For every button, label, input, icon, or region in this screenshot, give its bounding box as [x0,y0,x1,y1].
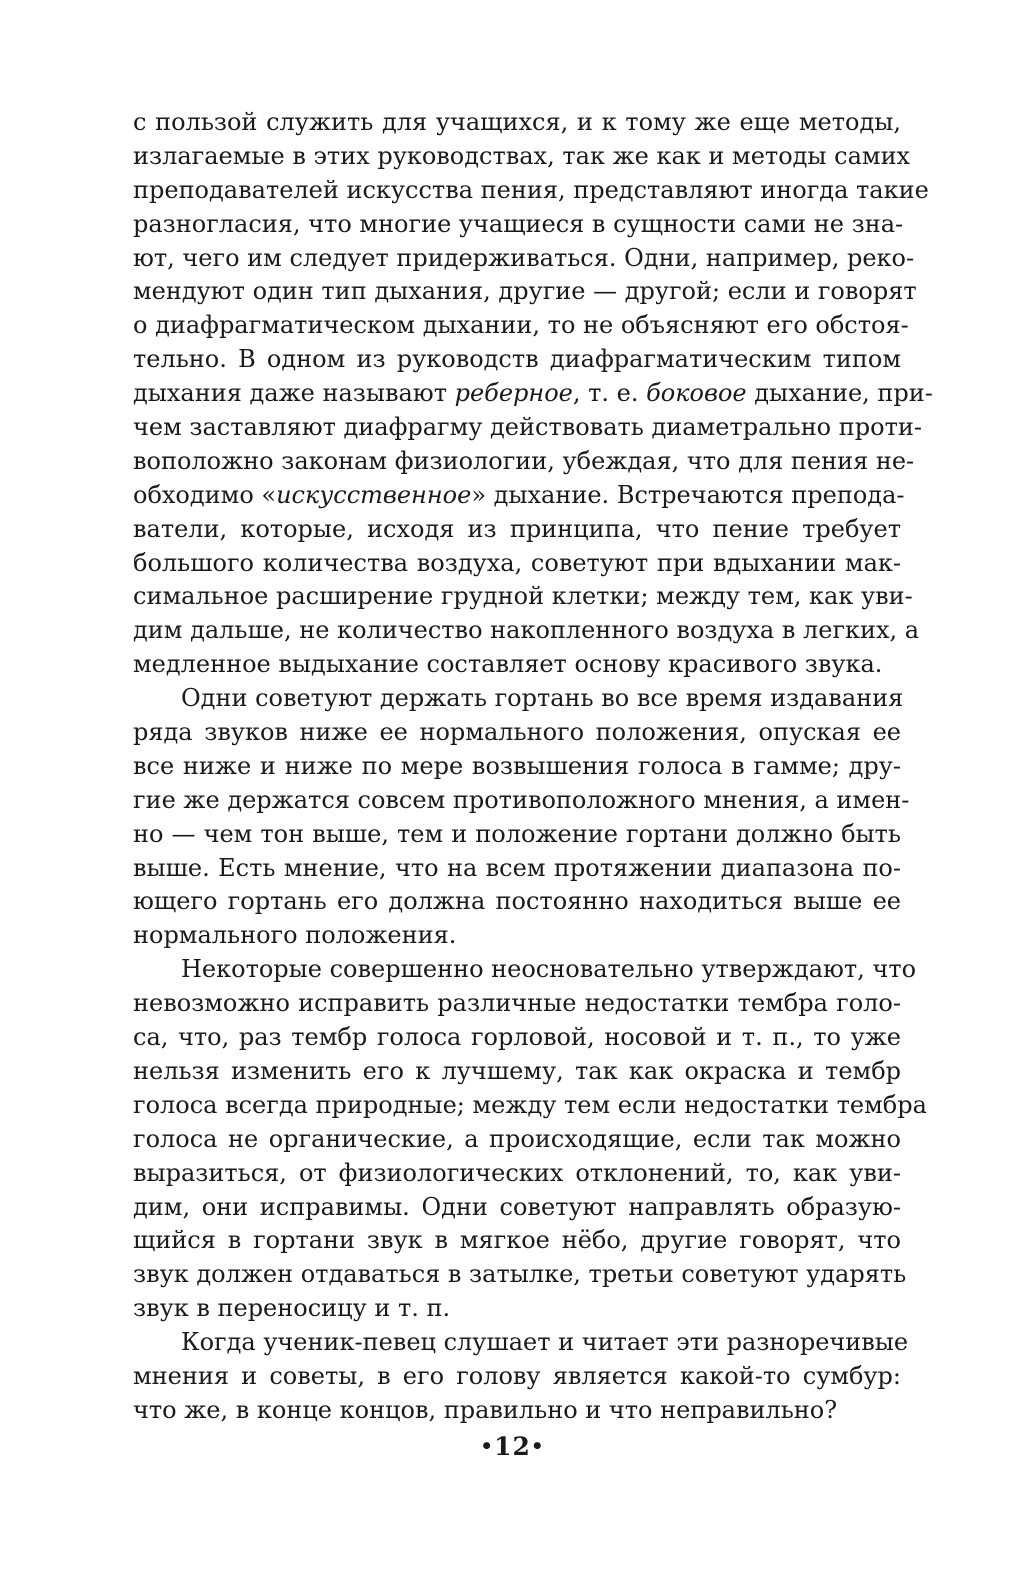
bullet-right: • [530,1434,545,1458]
page-number-value: 12 [494,1432,531,1461]
text-line: выше. Есть мнение, что на всем протяжении диапазона по- [133,853,901,882]
text-line: большого количества воздуха, советуют при вдыхании мак- [133,548,901,577]
text-line: преподавателей искусства пения, представляют иногда такие [133,175,929,204]
text-line: Одни советуют держать гортань во все время издавания [181,684,904,713]
text-line: воположно законам физиологии, убеждая, что для пения не- [133,446,915,475]
text-line: ватели, которые, исходя из принципа, что пение требует [133,514,901,543]
italic-term: боковое [646,379,747,408]
text-line: дим, они исправимы. Одни советуют направлять образую- [133,1192,901,1221]
page-number [0,1432,1025,1461]
text-line: медленное выдыхание составляет основу красивого звука. [133,650,883,679]
text-line: невозможно исправить различные недостатки тембра голо- [133,989,901,1018]
text-line: о диафрагматическом дыхании, то не объясняют его обстоя- [133,311,909,340]
text-line: са, что, раз тембр голоса горловой, носовой и т. п., то уже [133,1023,901,1052]
text-line: дыхания даже называют реберное, т. е. боковое дыхание, при- [133,379,933,408]
text-line: что же, в конце концов, правильно и что неправильно? [133,1395,838,1424]
text-line: звук должен отдаваться в затылке, третьи советуют ударять [133,1260,907,1289]
text-line: обходимо «искусственное» дыхание. Встречаются препода- [133,480,905,509]
text-line: нельзя изменить его к лучшему, так как окраска и тембр [133,1056,901,1085]
italic-term: реберное [454,379,573,408]
text-line: излагаемые в этих руководствах, так же как и методы самих [133,141,911,170]
bullet-left: • [480,1434,495,1458]
text-line: тельно. В одном из руководств диафрагматическим типом [133,345,901,374]
text-line: разногласия, что многие учащиеся в сущности сами не зна- [133,209,904,238]
text-line: ряда звуков ниже ее нормального положения, опуская ее [133,718,901,747]
text-line: гие же держатся совсем противоположного мнения, а имен- [133,785,910,814]
text-line: голоса не органические, а происходящие, если так можно [133,1124,901,1153]
text-line: с пользой служить для учащихся, и к тому же еще методы, [133,108,901,136]
paragraph-4 [133,1326,909,1428]
text-line: нормального положения. [133,921,457,950]
text-line: но — чем тон выше, тем и положение гортани должно быть [133,819,901,848]
body-text [133,106,933,1428]
paragraph-3 [133,953,927,1326]
text-line: мнения и советы, в его голову является какой-то сумбур: [133,1361,901,1390]
italic-term: искусственное [276,480,472,509]
text-line: звук в переносицу и т. п. [133,1294,451,1323]
text-line: ющего гортань его должна постоянно находиться выше ее [133,887,901,916]
paragraph-1 [133,106,933,682]
text-line: чем заставляют диафрагму действовать диаметрально проти- [133,413,922,442]
paragraph-2 [133,682,910,953]
text-line: Некоторые совершенно неосновательно утверждают, что [181,955,917,984]
text-line: Когда ученик-певец слушает и читает эти разноречивые [181,1328,909,1357]
text-line: выразиться, от физиологических отклонений, то, как уви- [133,1158,901,1187]
text-line: мендуют один тип дыхания, другие — другой; если и говорят [133,277,917,306]
text-line: симальное расширение грудной клетки; между тем, как уви- [133,582,913,611]
text-line: дим дальше, не количество накопленного воздуха в легких, а [133,616,920,645]
text-line: ют, чего им следует придерживаться. Одни, например, реко- [133,243,915,272]
text-line: все ниже и ниже по мере возвышения голоса в гамме; дру- [133,751,901,780]
text-line: щийся в гортани звук в мягкое нёбо, другие говорят, что [133,1226,901,1255]
text-line: голоса всегда природные; между тем если недостатки тембра [133,1090,927,1119]
